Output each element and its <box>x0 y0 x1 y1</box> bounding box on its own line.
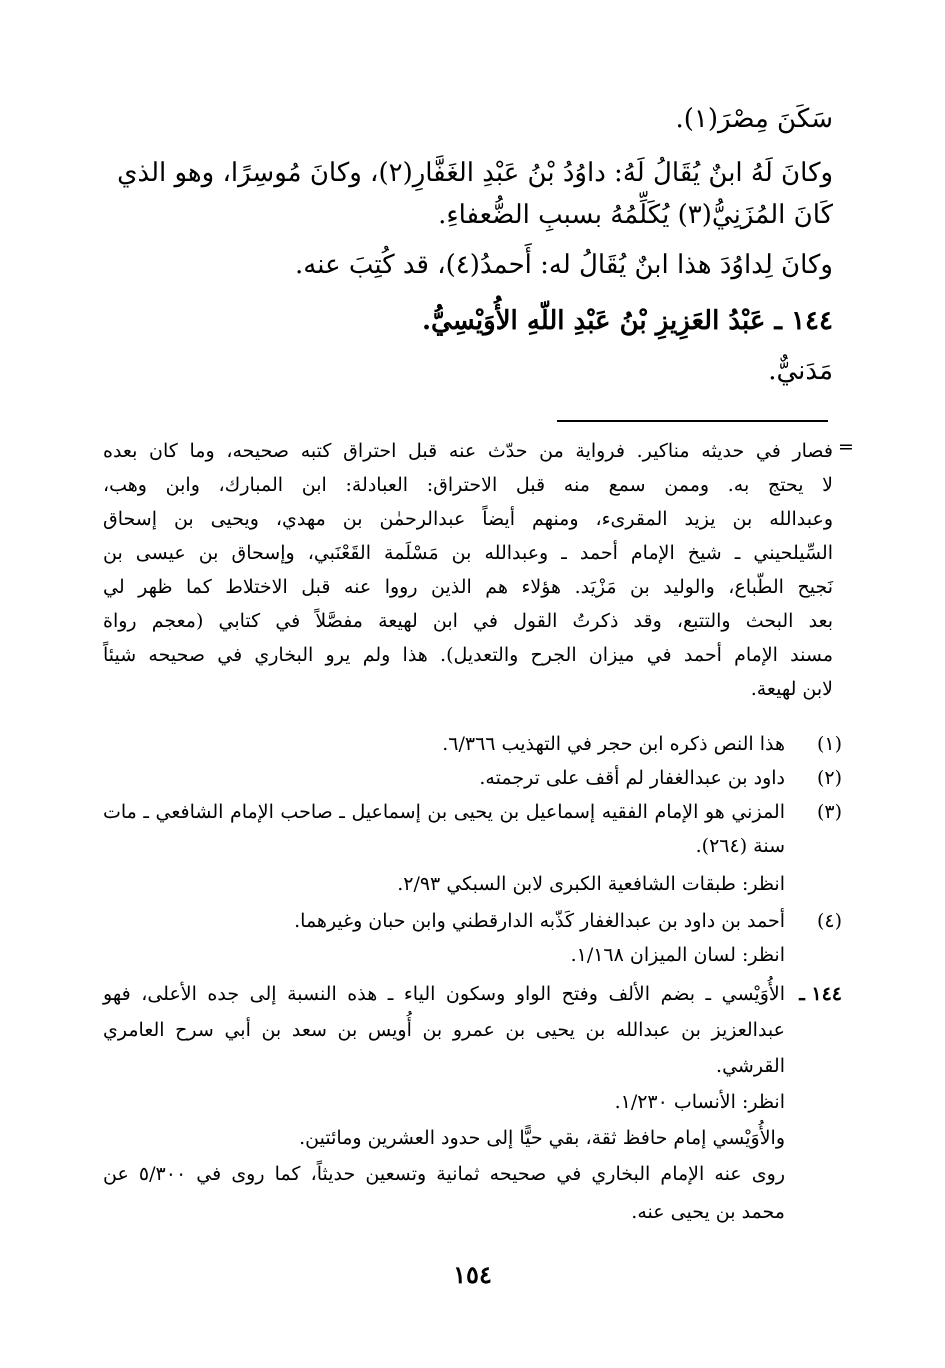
entry-heading-144: ١٤٤ ـ عَبْدُ العَزِيزِ بْنُ عَبْدِ اللّهِ الأُوَيْسِيُّ. <box>422 306 833 336</box>
footnote-2-number: (٢) <box>816 767 842 789</box>
main-line-6: مَدَنيٌّ. <box>768 356 833 386</box>
footnote-cont-line-2: لا يحتج به. وممن سمع منه قبل الاحتراق: العبادلة: ابن المبارك، وابن وهب، <box>103 474 833 496</box>
footnote-cont-line-8: لابن لهيعة. <box>750 678 833 700</box>
footnote-144-line-3: القرشي. <box>716 1055 785 1077</box>
footnote-cont-line-3: وعبدالله بن يزيد المقرىء، ومنهم أيضاً عبدالرحمٰن بن مهدي، ويحيى بن إسحاق <box>103 508 833 530</box>
footnote-separator <box>557 420 828 422</box>
page-number: ١٥٤ <box>453 1260 492 1289</box>
footnote-144-line-5: روى عنه الإمام البخاري في صحيحه ثمانية وتسعين حديثاً، كما روى في ٥/٣٠٠ عن <box>103 1163 785 1185</box>
footnote-144-line-4: والأُوَيْسي إمام حافظ ثقة، بقي حيًّا إلى حدود العشرين ومائتين. <box>299 1127 785 1149</box>
footnote-3-number: (٣) <box>816 801 842 823</box>
footnote-cont-line-6: بعد البحث والتتبع، وقد ذكرتُ القول في ابن لهيعة مفصَّلاً في كتابي (معجم رواة <box>103 610 833 632</box>
footnote-cont-line-5: نَجيح الطّباع، والوليد بن مَزْيَد. هؤلاء هم الذين رووا عنه قبل الاختلاط كما ظهر لي <box>103 576 833 598</box>
footnote-144-line-1: الأُوَيْسي ـ بضم الألف وفتح الواو وسكون الياء ـ هذه النسبة إلى جده الأعلى، فهو <box>103 983 785 1005</box>
footnote-144-number: ١٤٤ ـ <box>799 983 842 1005</box>
footnote-144-reference: انظر: الأنساب ١/٢٣٠. <box>614 1091 785 1113</box>
footnote-cont-line-4: السِّيلحيني ـ شيخ الإمام أحمد ـ وعبدالله بن مَسْلَمة القَعْنَبي، وإسحاق بن عيسى بن <box>103 542 833 564</box>
footnote-4-number: (٤) <box>816 910 842 932</box>
footnote-4-reference: انظر: لسان الميزان ١/١٦٨. <box>570 944 785 966</box>
main-line-4: وكانَ لِداوُدَ هذا ابنٌ يُقَالُ له: أَحمدُ(٤)، قد كُتِبَ عنه. <box>295 250 833 280</box>
footnote-3-reference: انظر: طبقات الشافعية الكبرى لابن السبكي ٢/٩٣. <box>397 873 785 895</box>
continuation-marker: = <box>838 436 854 458</box>
footnote-cont-line-7: مسند الإمام أحمد في ميزان الجرح والتعديل). هذا ولم يرو البخاري في صحيحه شيئاً <box>103 644 833 666</box>
footnote-1-text: هذا النص ذكره ابن حجر في التهذيب ٦/٣٦٦. <box>442 733 785 755</box>
footnote-2-text: داود بن عبدالغفار لم أقف على ترجمته. <box>479 767 785 789</box>
main-line-2: وكانَ لَهُ ابنٌ يُقَالُ لَهُ: داوُدُ بْنُ عَبْدِ الغَفَّارِ(٢)، وكانَ مُوسِرًا، وهو الذي <box>117 158 833 188</box>
footnote-cont-line-1: فصار في حديثه مناكير. فرواية من حدّث عنه قبل احتراق كتبه صحيحه، وما كان بعده <box>103 440 833 462</box>
footnote-1-number: (١) <box>816 733 842 755</box>
footnote-144-line-6: محمد بن يحيى عنه. <box>631 1201 785 1223</box>
main-line-3: كَانَ المُزَنِيُّ(٣) يُكَلِّمُهُ بسببِ الضُّعفاءِ. <box>438 200 833 230</box>
footnote-3-line-2: سنة (٢٦٤). <box>695 835 785 857</box>
footnote-144-line-2: عبدالعزيز بن عبدالله بن يحيى بن عمرو بن أُويس بن سعد بن أبي سرح العامري <box>103 1019 785 1041</box>
main-line-1: سَكَنَ مِصْرَ(١). <box>675 104 833 134</box>
footnote-3-line-1: المزني هو الإمام الفقيه إسماعيل بن يحيى بن إسماعيل ـ صاحب الإمام الشافعي ـ مات <box>103 801 785 823</box>
footnote-4-text: أحمد بن داود بن عبدالغفار كَذّبه الدارقطني وابن حبان وغيرهما. <box>294 910 785 932</box>
